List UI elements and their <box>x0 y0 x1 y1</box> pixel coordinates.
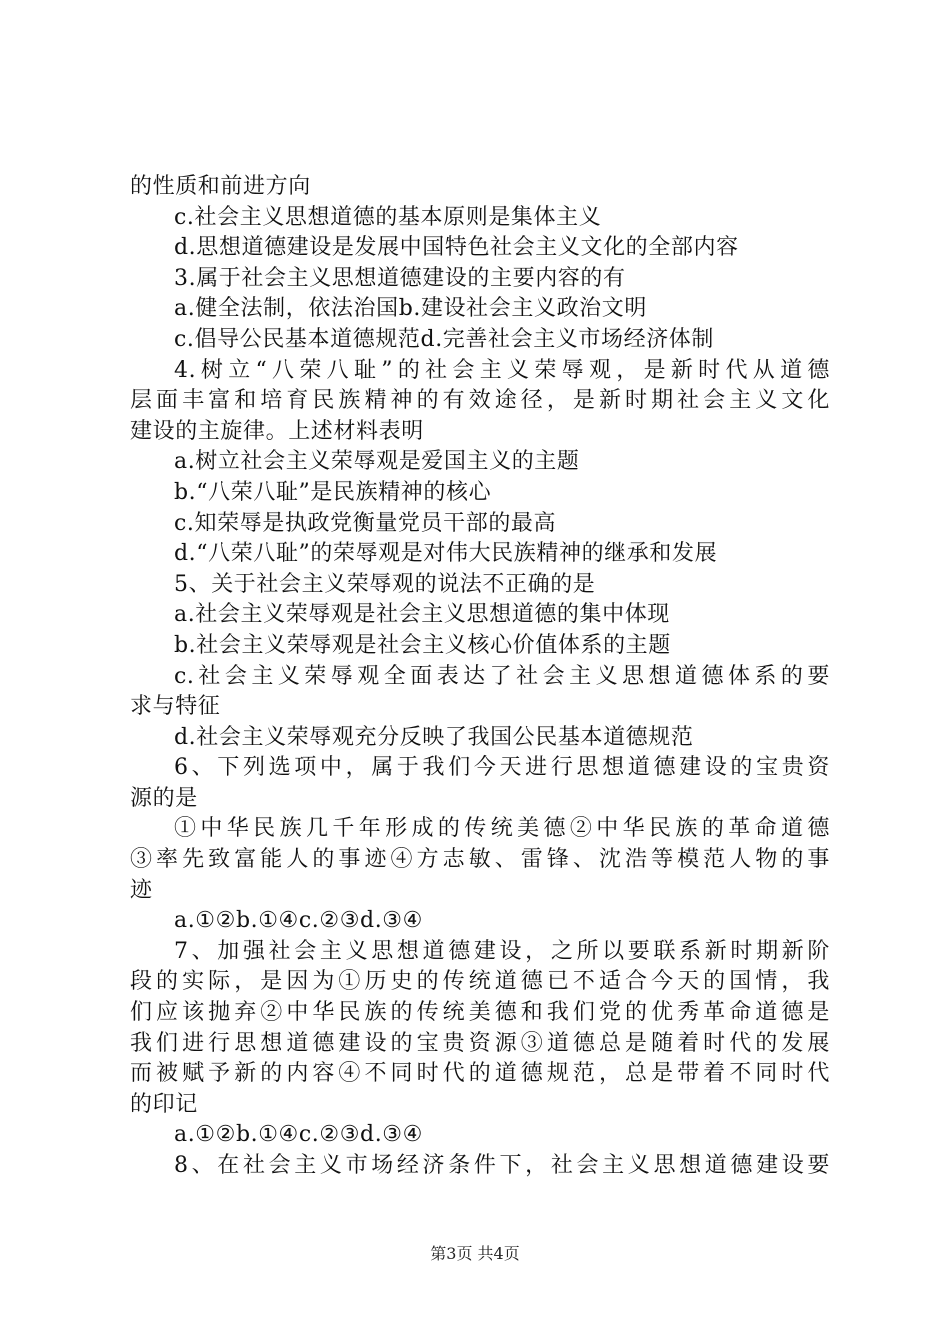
page-footer <box>0 1244 950 1264</box>
text-line: d.思想道德建设是发展中国特色社会主义文化的全部内容 <box>174 235 739 261</box>
document-body <box>130 172 830 1182</box>
text-line: a.树立社会主义荣辱观是爱国主义的主题 <box>174 449 580 475</box>
text-line: 的印记 <box>130 1091 198 1117</box>
text-line: 求与特征 <box>130 694 221 720</box>
text-line: 段的实际，是因为①历史的传统道德已不适合今天的国情，我 <box>130 969 830 995</box>
text-line: 8、在社会主义市场经济条件下，社会主义思想道德建设要 <box>174 1153 830 1178</box>
text-line: 3.属于社会主义思想道德建设的主要内容的有 <box>174 265 626 291</box>
text-line: c.社会主义思想道德的基本原则是集体主义 <box>174 204 602 230</box>
text-line: 层面丰富和培育民族精神的有效途径，是新时期社会主义文化 <box>130 388 830 414</box>
text-line: 6、下列选项中，属于我们今天进行思想道德建设的宝贵资 <box>174 755 830 781</box>
text-line: a.健全法制，依法治国b.建设社会主义政治文明 <box>174 296 647 322</box>
text-line: c.社会主义荣辱观全面表达了社会主义思想道德体系的要 <box>174 663 830 689</box>
text-line: 源的是 <box>130 785 198 811</box>
text-line: 7、加强社会主义思想道德建设，之所以要联系新时期新阶 <box>174 938 830 964</box>
text-line: b.“八荣八耻”是民族精神的核心 <box>174 479 492 505</box>
text-line: d.社会主义荣辱观充分反映了我国公民基本道德规范 <box>174 724 694 750</box>
text-line: ③率先致富能人的事迹④方志敏、雷锋、沈浩等模范人物的事 <box>130 847 830 873</box>
text-line: c.倡导公民基本道德规范d.完善社会主义市场经济体制 <box>174 326 714 352</box>
text-line: a.①②b.①④c.②③d.③④ <box>174 908 423 934</box>
text-line: 的性质和前进方向 <box>130 174 311 199</box>
text-line: 而被赋予新的内容④不同时代的道德规范，总是带着不同时代 <box>130 1061 830 1087</box>
text-line: b.社会主义荣辱观是社会主义核心价值体系的主题 <box>174 632 671 658</box>
text-line: 迹 <box>130 877 153 903</box>
text-line: 4.树立“八荣八耻”的社会主义荣辱观，是新时代从道德 <box>174 357 830 383</box>
text-line: a.①②b.①④c.②③d.③④ <box>174 1122 423 1148</box>
text-line: d.“八荣八耻”的荣辱观是对伟大民族精神的继承和发展 <box>174 541 718 567</box>
text-line: 建设的主旋律。上述材料表明 <box>130 418 424 444</box>
text-line: 们应该抛弃②中华民族的传统美德和我们党的优秀革命道德是 <box>130 1000 830 1026</box>
text-line: a.社会主义荣辱观是社会主义思想道德的集中体现 <box>174 602 670 628</box>
text-line: 5、关于社会主义荣辱观的说法不正确的是 <box>174 571 596 597</box>
page-number-label: 第3页 共4页 <box>430 1244 520 1263</box>
text-line: 我们进行思想道德建设的宝贵资源③道德总是随着时代的发展 <box>130 1030 830 1056</box>
text-line: ①中华民族几千年形成的传统美德②中华民族的革命道德 <box>174 816 830 842</box>
text-line: c.知荣辱是执政党衡量党员干部的最高 <box>174 510 557 536</box>
